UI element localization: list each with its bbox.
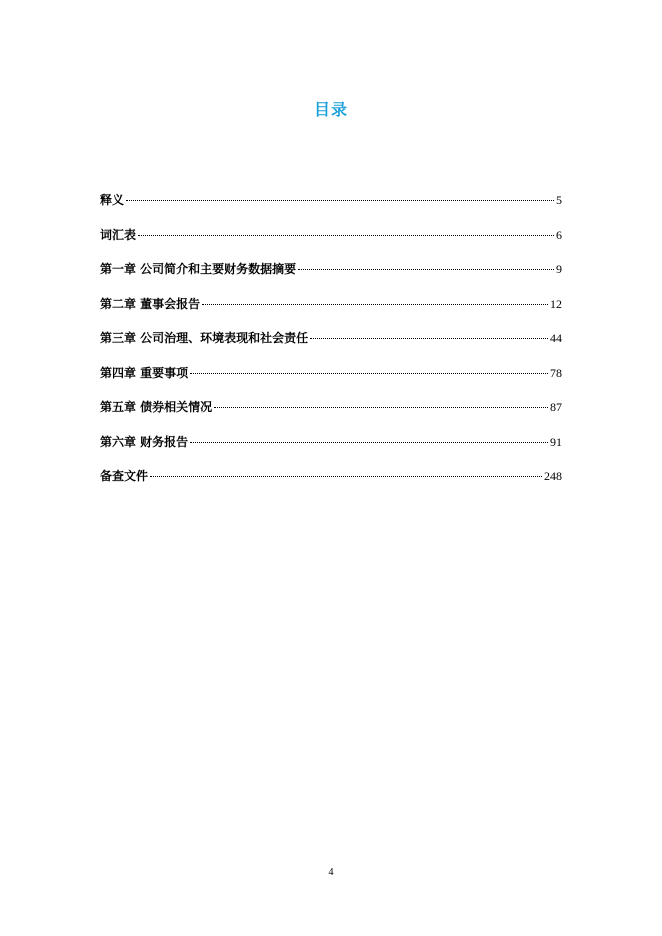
toc-entry-page: 6	[556, 227, 562, 242]
toc-title: 目录	[313, 100, 348, 119]
toc-entry-label: 第三章 公司治理、环境表现和社会责任	[100, 331, 309, 345]
dot-leader	[214, 407, 548, 408]
toc-entry-page: 9	[556, 262, 562, 276]
dot-leader	[126, 200, 554, 201]
dot-leader	[138, 235, 554, 236]
dot-leader	[190, 373, 548, 374]
toc-entry-page: 248	[544, 469, 562, 483]
toc-entry-chapter-2[interactable]	[100, 296, 562, 331]
toc-entry-page: 5	[556, 193, 562, 207]
toc-entry-page: 91	[550, 434, 562, 449]
toc-entry-chapter-6[interactable]	[100, 434, 562, 469]
dot-leader	[190, 442, 548, 443]
dot-leader	[298, 269, 554, 270]
toc-entry-label: 第五章 债券相关情况	[100, 400, 213, 414]
toc-entry-page: 44	[550, 331, 562, 345]
toc-entry-glossary[interactable]	[100, 227, 562, 262]
toc-entry-chapter-5[interactable]	[100, 399, 562, 434]
toc-entry-chapter-4[interactable]	[100, 365, 562, 400]
table-of-contents	[100, 192, 562, 503]
toc-entry-label: 释义	[100, 193, 125, 207]
toc-entry-label: 第二章 董事会报告	[100, 296, 201, 311]
toc-entry-label: 第四章 重要事项	[100, 365, 189, 380]
toc-entry-reference-documents[interactable]	[100, 468, 562, 503]
toc-entry-definitions[interactable]	[100, 192, 562, 227]
toc-entry-label: 第六章 财务报告	[100, 434, 189, 449]
toc-entry-label: 备查文件	[100, 469, 149, 483]
toc-entry-page: 87	[550, 400, 562, 414]
page-number: 4	[328, 867, 334, 878]
toc-entry-page: 78	[550, 365, 562, 380]
toc-entry-label: 第一章 公司简介和主要财务数据摘要	[100, 262, 297, 276]
toc-entry-chapter-1[interactable]	[100, 261, 562, 296]
dot-leader	[310, 338, 548, 339]
toc-entry-label: 词汇表	[100, 227, 137, 242]
dot-leader	[150, 476, 542, 477]
toc-entry-chapter-3[interactable]	[100, 330, 562, 365]
dot-leader	[202, 304, 548, 305]
toc-entry-page: 12	[550, 296, 562, 311]
